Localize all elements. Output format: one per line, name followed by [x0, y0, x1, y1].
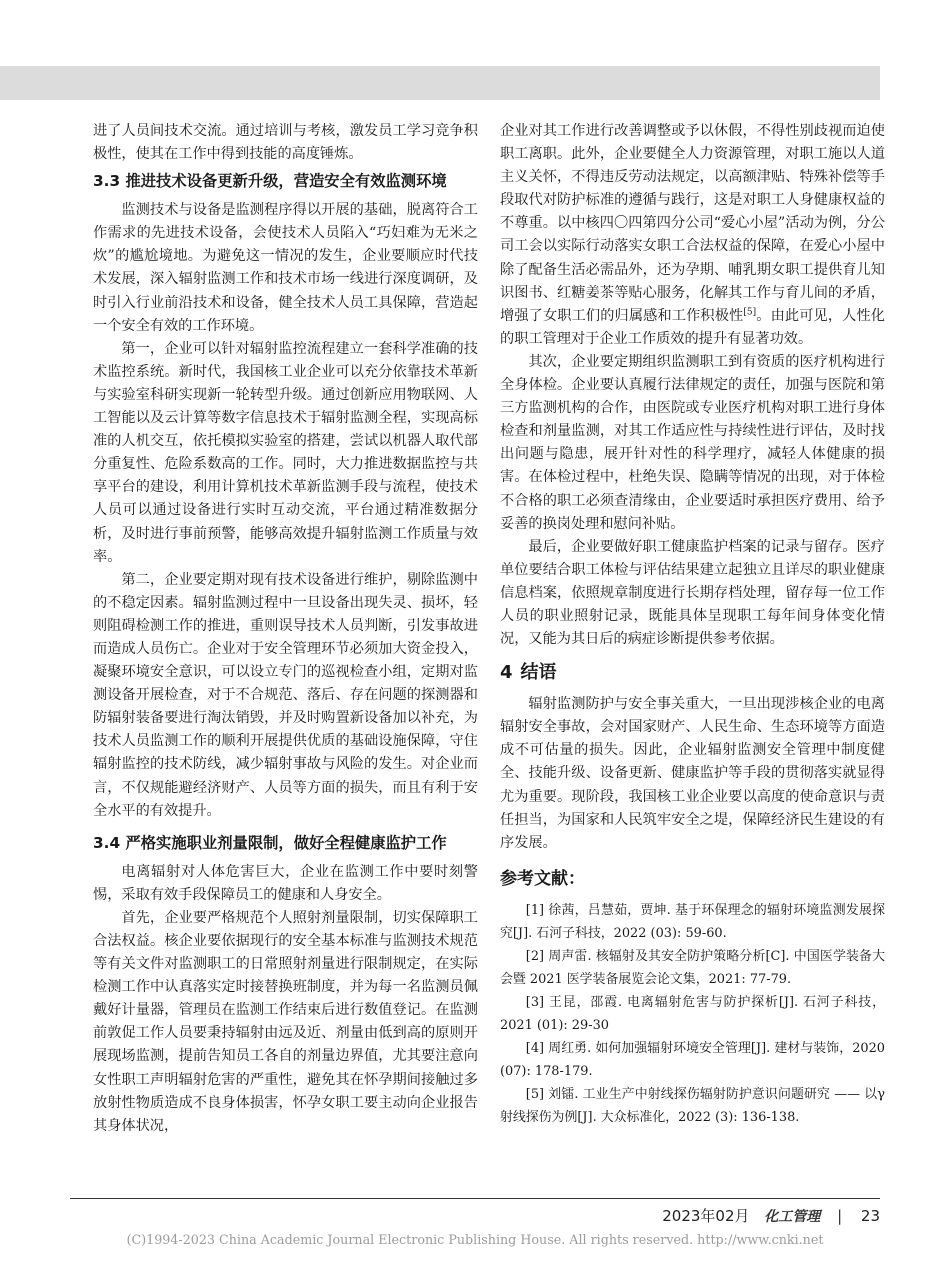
paragraph: 进了人员间技术交流。通过培训与考核，激发员工学习竞争积极性，使其在工作中得到技能的高度锤炼。	[93, 123, 478, 163]
header-band	[0, 66, 880, 100]
reference-item: [4] 周红勇. 如何加强辐射环境安全管理[J]. 建材与装饰，2020 (07): 178-179.	[500, 1040, 885, 1079]
section-number: 3.4	[93, 833, 121, 852]
paragraph: 首先，企业要严格规范个人照射剂量限制，切实保障职工合法权益。核企业要依据现行的安全基本标准与监测技术规范等有关文件对监测职工的日常照射剂量进行限制规定，在实际检测工作中认真落实定时接替换班制度，并为每一名监测员佩戴好计量器，管理员在监测工作结束后进行数值登记。在监测前敦促工作人员要秉持辐射由远及近、剂量由低到高的原则开展现场监测，提前告知员工各自的剂量边界值，尤其要注意向女性职工声明辐射危害的严重性，避免其在怀孕期间接触过多放射性物质造成不良身体损害，怀孕女职工要主动向企业报告其身体状况，	[93, 909, 478, 1134]
left-column	[93, 120, 478, 1138]
section-heading-3-3	[93, 169, 478, 193]
paragraph	[500, 120, 885, 351]
journal-logo: 化工管理	[764, 1209, 821, 1225]
paragraph: 第一，企业可以针对辐射监控流程建立一套科学准确的技术监控系统。新时代，我国核工业企业可以充分依靠技术革新与实验室科研实现新一轮转型升级。通过创新应用物联网、人工智能以及云计算等数字信息技术于辐射监测全程，实现高标准的人机交互，依托模拟实验室的搭建，尝试以机器人取代部分重复性、危险系数高的工作。同时，大力推进数据监控与共享平台的建设，利用计算机技术革新监测手段与流程，使技术人员可以通过设备进行实时互动交流，平台通过精准数据分析，及时进行事前预警，能够高效提升辐射监测工作质量与效率。	[93, 340, 478, 565]
issue-date: 2023年02月	[662, 1207, 750, 1225]
section-number: 3.3	[93, 172, 121, 191]
footer-separator: |	[837, 1207, 843, 1225]
section-number: 4	[500, 662, 513, 684]
paragraph: 辐射监测防护与安全事关重大，一旦出现涉核企业的电离辐射安全事故，会对国家财产、人民生命、生态环境等方面造成不可估量的损失。因此，企业辐射监测安全管理中制度健全、技能升级、设备更新、健康监护等手段的贯彻落实就显得尤为重要。现阶段，我国核工业企业要以高度的使命意识与责任担当，为国家和人民筑牢安全之堤，保障经济民生建设的有序发展。	[500, 696, 885, 851]
page-footer	[70, 1198, 880, 1235]
paragraph-text: 。由此可见，人性化的职工管理对于企业工作质效的提升有显著功效。	[500, 307, 885, 347]
reference-item: [5] 刘镭. 工业生产中射线探伤辐射防护意识问题研究 —— 以γ射线探伤为例[J]. 大众标准化，2022 (3): 136-138.	[500, 1086, 885, 1125]
paragraph-text: 企业对其工作进行改善调整或予以休假，不得性别歧视而迫使职工离职。此外，企业要健全人力资源管理，对职工施以人道主义关怀，不得违反劳动法规定，以高额津贴、特殊补偿等手段取代对防护标准的遵循与践行，这是对职工人身健康权益的不尊重。以中核四〇四第四分公司“爱心小屋”活动为例，分公司工会以实际行动落实女职工合法权益的保障，在爱心小屋中除了配备生活必需品外，还为孕期、哺乳期女职工提供育儿知识图书、红糖姜茶等贴心服务，化解其工作与育儿间的矛盾，增强了女职工们的归属感和工作积极性	[500, 123, 885, 324]
paragraph: 第二，企业要定期对现有技术设备进行维护，剔除监测中的不稳定因素。辐射监测过程中一旦设备出现失灵、损坏，轻则阻碍检测工作的推进，重则误导技术人员判断，引发事故进而造成人员伤亡。企业对于安全管理环节必须加大资金投入，凝聚环境安全意识，可以设立专门的巡视检查小组，定期对监测设备开展检查，对于不合规范、落后、存在问题的探测器和防辐射装备要进行淘汰销毁，并及时购置新设备加以补充，为技术人员监测工作的顺利开展提供优质的基础设施保障，守住辐射监控的技术防线，减少辐射事故与风险的发生。对企业而言，不仅规能避经济财产、人员等方面的损失，而且有利于安全水平的有效提升。	[93, 571, 478, 819]
section-heading-3-4	[93, 831, 478, 855]
citation-5: [5]	[743, 307, 757, 318]
page-number: 23	[860, 1207, 880, 1225]
references-list	[500, 899, 885, 1129]
right-column	[500, 120, 885, 1129]
reference-item: [3] 王昆，邵霞. 电离辐射危害与防护探析[J]. 石河子科技，2021 (01): 29-30	[500, 994, 885, 1033]
section-title: 推进技术设备更新升级，营造安全有效监测环境	[125, 172, 447, 191]
section-heading-4	[500, 661, 885, 685]
paragraph: 其次，企业要定期组织监测职工到有资质的医疗机构进行全身体检。企业要认真履行法律规定的责任，加强与医院和第三方监测机构的合作，由医院或专业医疗机构对职工进行身体检查和剂量监测，对其工作适应性与持续性进行评估，及时找出问题与隐患，展开针对性的科学理疗，减轻人体健康的损害。在体检过程中，杜绝失误、隐瞒等情况的出现，对于体检不合格的职工必须查清缘由，企业要适时承担医疗费用、给予妥善的换岗处理和慰问补贴。	[500, 353, 885, 532]
copyright-notice: (C)1994-2023 China Academic Journal Electronic Publishing House. All rights reserved. http://www.cnki.net	[126, 1232, 824, 1247]
section-title: 结语	[520, 662, 557, 684]
references-heading: 参考文献：	[500, 868, 585, 889]
reference-item: [1] 徐茜，吕慧茹，贾坤. 基于环保理念的辐射环境监测发展探究[J]. 石河子科技，2022 (03): 59-60.	[500, 902, 885, 941]
paragraph: 监测技术与设备是监测程序得以开展的基础，脱离符合工作需求的先进技术设备，会使技术人员陷入“巧妇难为无米之炊”的尴尬境地。为避免这一情况的发生，企业要顺应时代技术发展，深入辐射监测工作和技术市场一线进行深度调研，及时引入行业前沿技术和设备，健全技术人员工具保障，营造起一个安全有效的工作环境。	[93, 202, 478, 334]
paragraph: 电离辐射对人体危害巨大，企业在监测工作中要时刻警惕，采取有效手段保障员工的健康和人身安全。	[93, 863, 478, 903]
paragraph: 最后，企业要做好职工健康监护档案的记录与留存。医疗单位要结合职工体检与评估结果建立起独立且详尽的职业健康信息档案，依照规章制度进行长期存档处理，留存每一位工作人员的职业照射记录，既能具体呈现职工每年间身体变化情况，又能为其日后的病症诊断提供参考依据。	[500, 538, 885, 648]
reference-item: [2] 周声雷. 核辐射及其安全防护策略分析[C]. 中国医学装备大会暨 2021 医学装备展览会论文集，2021: 77-79.	[500, 948, 885, 987]
footer-info	[662, 1205, 880, 1226]
section-title: 严格实施职业剂量限制，做好全程健康监护工作	[125, 833, 447, 852]
